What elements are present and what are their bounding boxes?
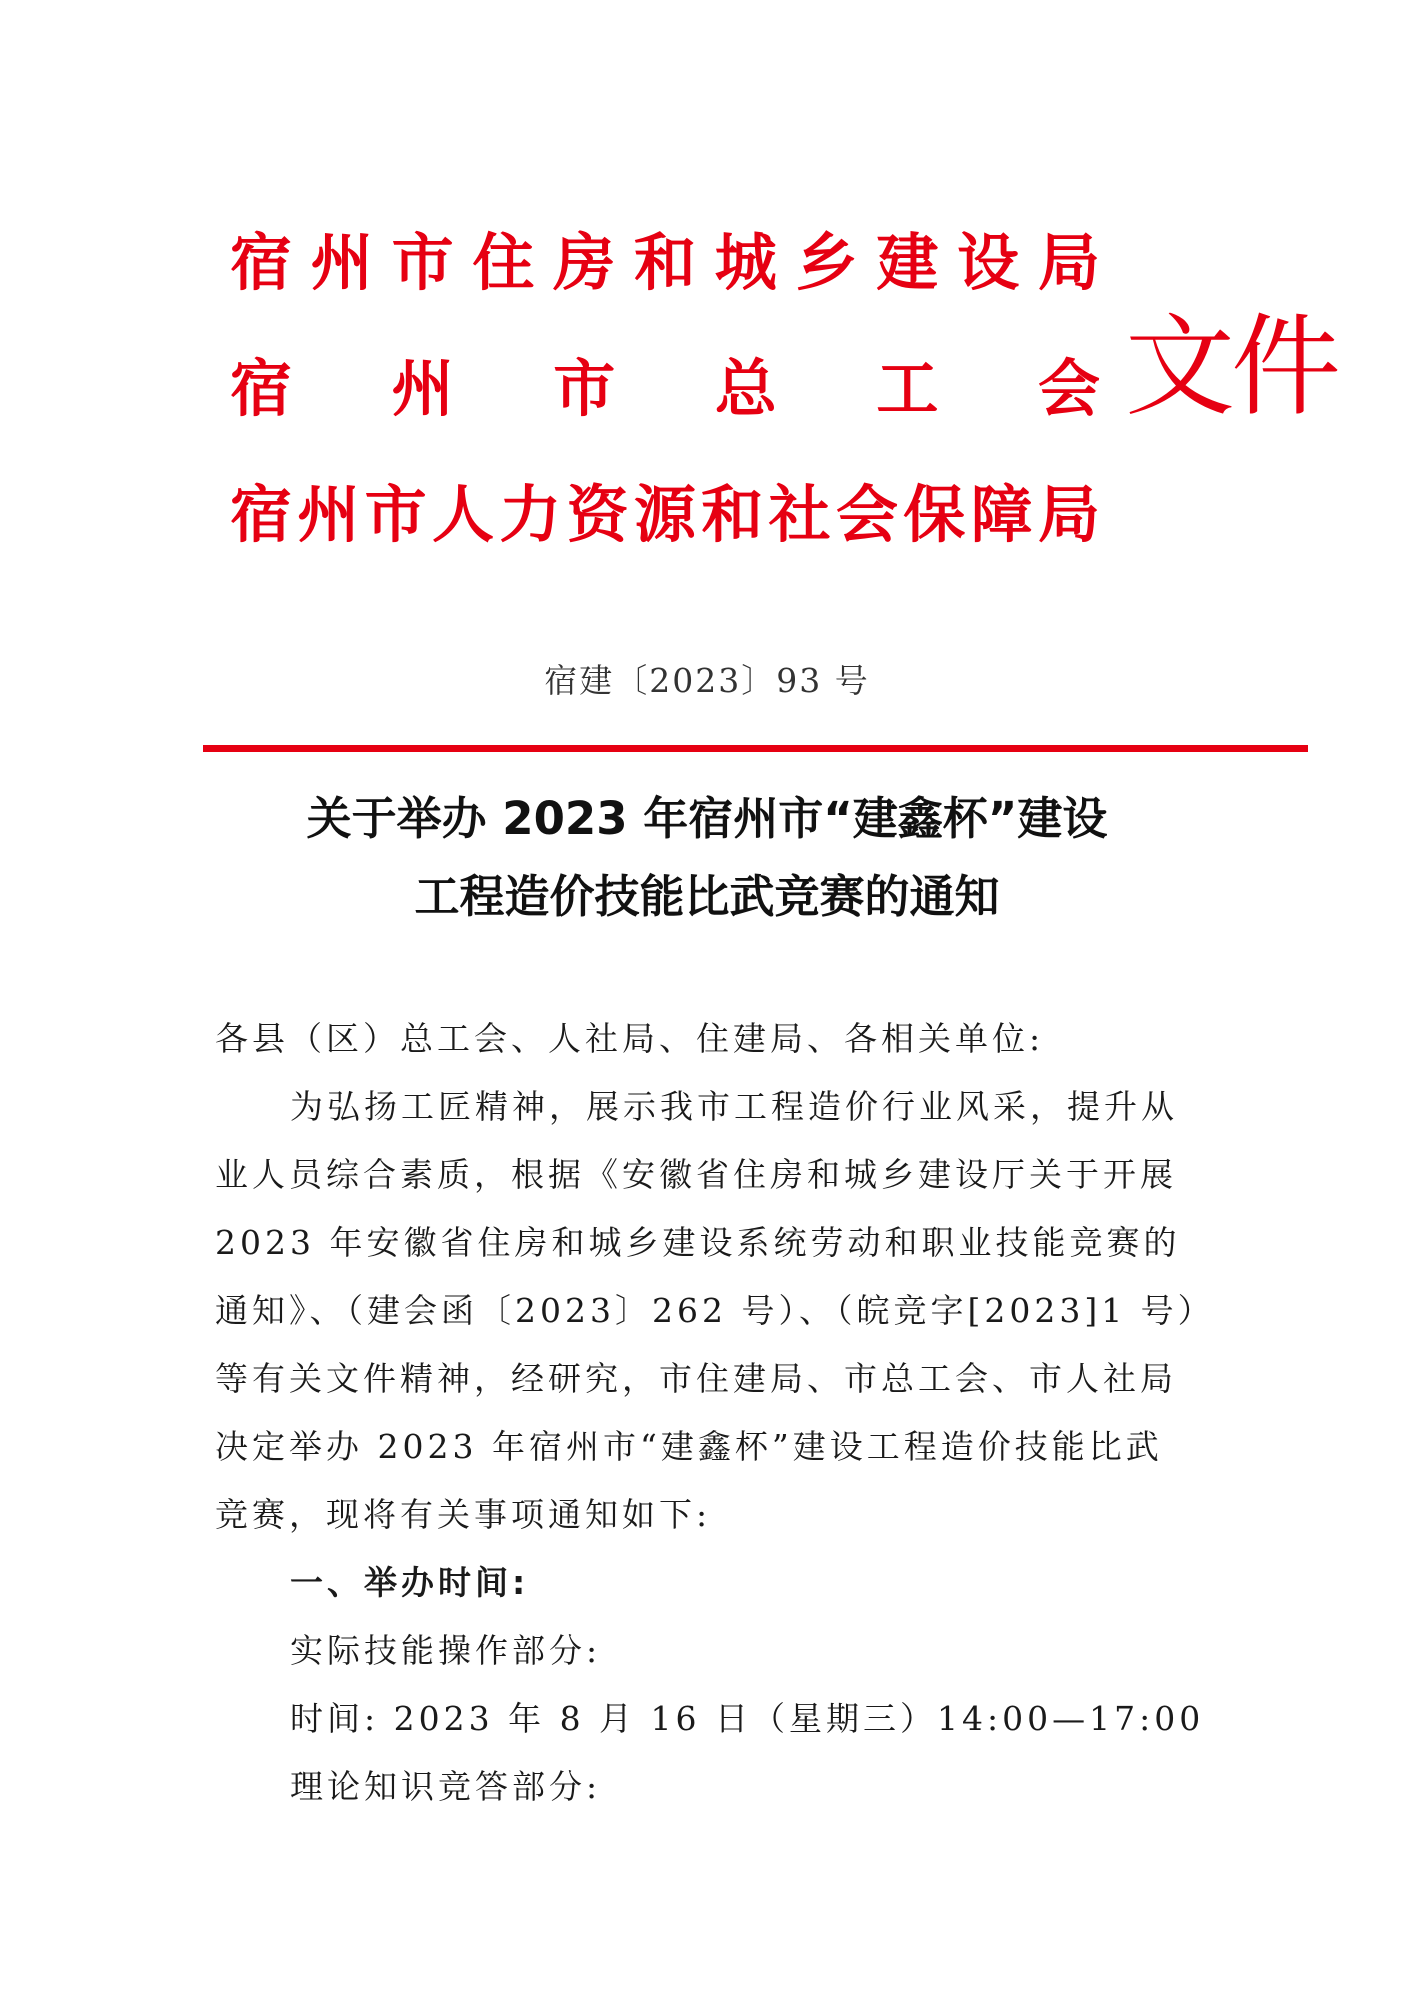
issuer-char: 和 [633,226,696,299]
document-title [150,780,1264,936]
issuer-char: 会 [835,478,898,551]
issuer-char: 宿 [230,478,293,551]
issuer-line-housing-bureau [230,200,1100,326]
issuer-line-hr-bureau [230,452,1100,578]
issuer-char: 州 [297,478,360,551]
issuer-char: 州 [310,226,373,299]
body-line: 竞赛，现将有关事项通知如下: [215,1495,712,1534]
body-line: 为弘扬工匠精神，展示我市工程造价行业风采，提升从 [290,1087,1178,1126]
body-line: 通知》、（建会函〔2023〕262 号）、（皖竞字[2023]1 号） [215,1291,1215,1330]
salutation: 各县（区）总工会、人社局、住建局、各相关单位: [215,1019,1045,1058]
issuer-char: 总 [714,352,777,425]
issuer-line-trade-union [230,326,1100,452]
body-line: 等有关文件精神，经研究，市住建局、市总工会、市人社局 [215,1359,1177,1398]
title-line-1: 关于举办 2023 年宿州市“建鑫杯”建设 [306,792,1108,845]
document-word: 文件 [1125,303,1337,431]
schedule-practical-time: 时间: 2023 年 8 月 16 日（星期三）14:00—17:00 [290,1699,1205,1738]
issuer-char: 和 [701,478,764,551]
issuer-char: 住 [472,226,535,299]
schedule-practical-label: 实际技能操作部分: [290,1631,602,1670]
issuer-char: 房 [553,226,616,299]
red-divider [203,745,1308,752]
schedule-theory-label: 理论知识竞答部分: [290,1767,602,1806]
issuer-char: 社 [768,478,831,551]
issuer-char: 力 [499,478,562,551]
issuer-char: 市 [391,226,454,299]
issuer-char: 会 [1037,352,1100,425]
issuer-char: 市 [553,352,616,425]
issuer-char: 宿 [230,226,293,299]
document-body [215,1005,1215,1821]
issuer-char: 源 [633,478,696,551]
body-line: 业人员综合素质，根据《安徽省住房和城乡建设厅关于开展 [215,1155,1177,1194]
issuer-char: 保 [903,478,966,551]
issuer-char: 乡 [795,226,858,299]
issuer-char: 局 [1037,226,1100,299]
issuer-char: 资 [566,478,629,551]
issuer-char: 障 [970,478,1033,551]
document-number: 宿建〔2023〕93 号 [544,661,870,700]
section-heading-schedule: 一、举办时间: [290,1563,530,1602]
issuer-char: 州 [391,352,454,425]
issuer-block [230,200,1100,578]
issuer-char: 建 [876,226,939,299]
issuer-char: 设 [957,226,1020,299]
issuer-char: 城 [714,226,777,299]
body-line: 决定举办 2023 年宿州市“建鑫杯”建设工程造价技能比武 [215,1427,1163,1466]
title-line-2: 工程造价技能比武竞赛的通知 [414,870,1000,923]
issuer-char: 人 [431,478,494,551]
body-line: 2023 年安徽省住房和城乡建设系统劳动和职业技能竞赛的 [215,1223,1181,1262]
issuer-char: 市 [364,478,427,551]
issuer-char: 工 [876,352,939,425]
issuer-char: 局 [1037,478,1100,551]
issuer-char: 宿 [230,352,293,425]
